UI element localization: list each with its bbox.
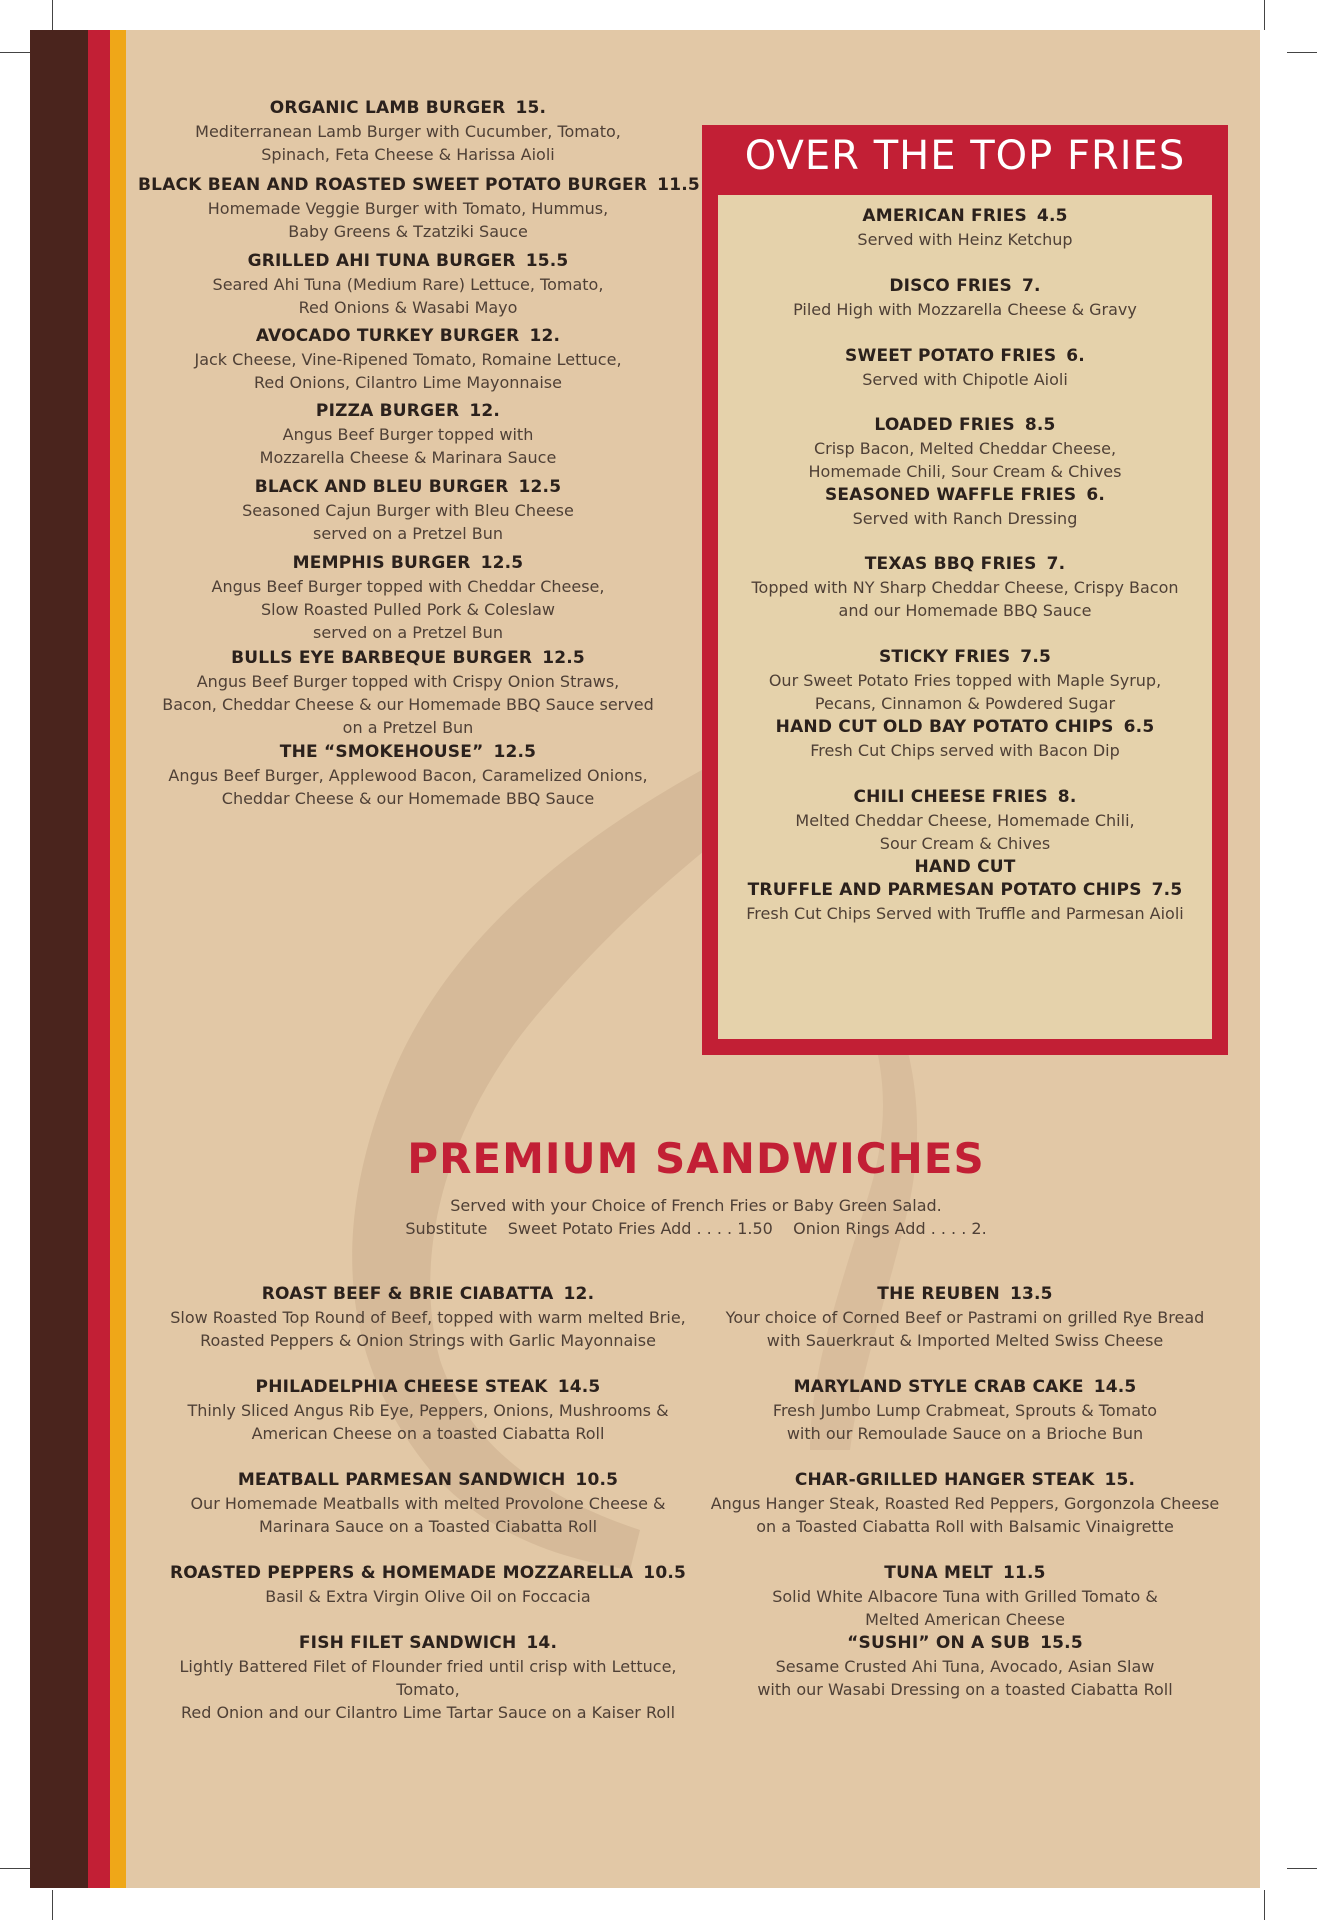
description-line: Seasoned Cajun Burger with Bleu Cheese <box>242 501 574 520</box>
item-name-line <box>718 716 1212 739</box>
item-name: TRUFFLE AND PARMESAN POTATO CHIPS <box>747 880 1142 900</box>
item-name: FISH FILET SANDWICH <box>298 1633 517 1653</box>
description-line: Angus Beef Burger topped with <box>282 425 534 444</box>
item-name-line <box>718 786 1212 809</box>
menu-item <box>695 1562 1235 1631</box>
item-name: BLACK BEAN AND ROASTED SWEET POTATO BURGER <box>138 175 648 195</box>
description-line: Fresh Cut Chips Served with Truffle and Parmesan Aioli <box>746 904 1184 923</box>
menu-item <box>695 1469 1235 1538</box>
item-name-line <box>138 250 678 273</box>
description-line: Your choice of Corned Beef or Pastrami on grilled Rye Bread <box>725 1308 1205 1327</box>
item-description <box>158 1655 698 1724</box>
item-name-line <box>138 325 678 348</box>
description-line: Seared Ahi Tuna (Medium Rare) Lettuce, Tomato, <box>212 275 604 294</box>
item-price: 8.5 <box>1024 415 1056 435</box>
item-name: PIZZA BURGER <box>315 401 460 421</box>
menu-item <box>718 786 1212 855</box>
description-line: Homemade Veggie Burger with Tomato, Hummus, <box>207 199 609 218</box>
item-name-line <box>138 647 678 670</box>
description-line: Our Homemade Meatballs with melted Provolone Cheese & <box>190 1494 666 1513</box>
description-line: Served with Chipotle Aioli <box>862 370 1068 389</box>
description-line: on a Pretzel Bun <box>342 718 474 737</box>
menu-item <box>138 174 700 243</box>
item-description <box>695 1306 1235 1352</box>
item-price: 10.5 <box>643 1563 687 1583</box>
sandwiches-title: PREMIUM SANDWICHES <box>407 1134 985 1183</box>
item-description <box>718 298 1212 321</box>
menu-item <box>695 1376 1235 1445</box>
item-name-line <box>718 414 1212 437</box>
item-name: AMERICAN FRIES <box>862 206 1027 226</box>
description-line: American Cheese on a toasted Ciabatta Roll <box>251 1424 605 1443</box>
item-name: ROASTED PEPPERS & HOMEMADE MOZZARELLA <box>169 1563 634 1583</box>
item-name: MEMPHIS BURGER <box>292 553 471 573</box>
description-line: Sesame Crusted Ahi Tuna, Avocado, Asian Slaw <box>775 1657 1155 1676</box>
description-line: Mozzarella Cheese & Marinara Sauce <box>259 448 557 467</box>
description-line: Red Onions, Cilantro Lime Mayonnaise <box>254 373 562 392</box>
fries-panel <box>702 125 1228 1055</box>
item-name-line <box>138 400 678 423</box>
description-line: Solid White Albacore Tuna with Grilled Tomato & <box>772 1587 1158 1606</box>
item-name-line <box>158 1283 698 1306</box>
item-name-line <box>695 1376 1235 1399</box>
item-price: 7. <box>1046 554 1066 574</box>
description-line: Topped with NY Sharp Cheddar Cheese, Crispy Bacon <box>751 578 1179 597</box>
description-line: Basil & Extra Virgin Olive Oil on Foccacia <box>265 1587 591 1606</box>
menu-item <box>138 400 678 469</box>
item-description <box>718 576 1212 622</box>
menu-item <box>138 97 678 166</box>
description-line: Cheddar Cheese & our Homemade BBQ Sauce <box>221 789 595 808</box>
menu-item <box>158 1632 698 1724</box>
item-name: MEATBALL PARMESAN SANDWICH <box>237 1470 566 1490</box>
item-price: 4.5 <box>1036 206 1068 226</box>
item-name-line <box>695 1632 1235 1655</box>
item-name-line <box>718 205 1212 228</box>
menu-item <box>158 1469 698 1538</box>
item-description <box>718 739 1212 762</box>
gold-stripe <box>110 30 126 1888</box>
item-name: DISCO FRIES <box>889 276 1012 296</box>
description-line: Angus Beef Burger, Applewood Bacon, Caramelized Onions, <box>168 766 648 785</box>
item-description <box>718 809 1212 855</box>
item-price: 10.5 <box>575 1470 619 1490</box>
description-line: Homemade Chili, Sour Cream & Chives <box>808 462 1122 481</box>
menu-item <box>718 553 1212 622</box>
menu-item <box>158 1283 698 1352</box>
item-name: THE REUBEN <box>877 1284 1000 1304</box>
item-name: BLACK AND BLEU BURGER <box>254 477 509 497</box>
item-name: BULLS EYE BARBEQUE BURGER <box>231 648 533 668</box>
item-price: 12.5 <box>542 648 585 668</box>
item-name: ROAST BEEF & BRIE CIABATTA <box>261 1284 554 1304</box>
item-description <box>158 1585 698 1608</box>
item-description <box>718 902 1212 925</box>
description-line: and our Homemade BBQ Sauce <box>838 601 1092 620</box>
item-name-line <box>718 879 1212 902</box>
item-name: LOADED FRIES <box>874 415 1015 435</box>
item-name-line <box>138 174 700 197</box>
menu-item <box>138 552 678 644</box>
item-name: TEXAS BBQ FRIES <box>864 554 1037 574</box>
red-stripe <box>88 30 110 1888</box>
description-line: Mediterranean Lamb Burger with Cucumber, Tomato, <box>195 122 621 141</box>
item-name-line <box>138 741 678 764</box>
item-description <box>158 1306 698 1352</box>
item-description <box>718 507 1212 530</box>
description-line: with our Wasabi Dressing on a toasted Ciabatta Roll <box>757 1680 1173 1699</box>
description-line: Fresh Jumbo Lump Crabmeat, Sprouts & Tomato <box>772 1401 1158 1420</box>
item-price: 12. <box>469 401 501 421</box>
item-price: 13.5 <box>1009 1284 1053 1304</box>
description-line: Slow Roasted Pulled Pork & Coleslaw <box>260 600 555 619</box>
item-description <box>718 437 1212 483</box>
item-price: 6.5 <box>1123 717 1155 737</box>
item-description <box>138 499 678 545</box>
menu-item <box>158 1376 698 1445</box>
item-name-line <box>718 646 1212 669</box>
item-price: 6. <box>1066 346 1085 366</box>
description-line: Pecans, Cinnamon & Powdered Sugar <box>814 694 1116 713</box>
item-price: 6. <box>1086 485 1106 505</box>
fries-title: OVER THE TOP FRIES <box>744 133 1186 179</box>
item-description <box>695 1492 1235 1538</box>
item-name-line <box>718 275 1212 298</box>
item-price: 14. <box>526 1633 558 1653</box>
description-line: with our Remoulade Sauce on a Brioche Bun <box>786 1424 1144 1443</box>
menu-item <box>718 646 1212 715</box>
item-price: 7.5 <box>1020 647 1052 667</box>
item-description <box>158 1399 698 1445</box>
description-line: Spinach, Feta Cheese & Harissa Aioli <box>261 145 555 164</box>
description-line: Served with Ranch Dressing <box>852 509 1078 528</box>
item-name: “SUSHI” ON A SUB <box>847 1633 1031 1653</box>
item-name-line <box>695 1283 1235 1306</box>
item-name-prefix: HAND CUT <box>914 857 1016 877</box>
item-price: 12. <box>563 1284 595 1304</box>
menu-item <box>695 1632 1235 1701</box>
sandwiches-subtitle-line: Served with your Choice of French Fries or Baby Green Salad. <box>450 1196 942 1215</box>
menu-item <box>718 856 1212 925</box>
menu-item <box>718 275 1212 321</box>
item-price: 15.5 <box>525 251 569 271</box>
item-price: 12.5 <box>493 742 537 762</box>
menu-item <box>718 414 1212 483</box>
description-line: Served with Heinz Ketchup <box>857 230 1073 249</box>
item-description <box>138 670 678 739</box>
item-price: 12. <box>529 326 561 346</box>
description-line: Crisp Bacon, Melted Cheddar Cheese, <box>813 439 1117 458</box>
description-line: Lightly Battered Filet of Flounder fried until crisp with Lettuce, Tomato, <box>179 1657 677 1699</box>
item-price: 15. <box>1104 1470 1136 1490</box>
item-description <box>718 368 1212 391</box>
description-line: with Sauerkraut & Imported Melted Swiss Cheese <box>766 1331 1164 1350</box>
item-name: AVOCADO TURKEY BURGER <box>255 326 520 346</box>
description-line: served on a Pretzel Bun <box>313 623 503 642</box>
fries-list <box>718 195 1212 1039</box>
item-description <box>138 348 678 394</box>
item-description <box>718 669 1212 715</box>
menu-item <box>718 345 1212 391</box>
item-name: THE “SMOKEHOUSE” <box>279 742 484 762</box>
item-name-line <box>158 1632 698 1655</box>
item-name-line <box>138 476 678 499</box>
item-name: SEASONED WAFFLE FRIES <box>824 485 1077 505</box>
description-line: Sour Cream & Chives <box>879 834 1051 853</box>
description-line: Angus Beef Burger topped with Crispy Onion Straws, <box>196 672 620 691</box>
description-line: Baby Greens & Tzatziki Sauce <box>288 222 528 241</box>
menu-item <box>138 647 678 739</box>
description-line: on a Toasted Ciabatta Roll with Balsamic Vinaigrette <box>756 1517 1174 1536</box>
menu-item <box>158 1562 698 1608</box>
description-line: Melted American Cheese <box>865 1610 1065 1629</box>
item-name: SWEET POTATO FRIES <box>845 346 1057 366</box>
sandwiches-subtitle-line: Substitute Sweet Potato Fries Add . . . . 1.50 Onion Rings Add . . . . 2. <box>405 1219 987 1238</box>
item-price: 7. <box>1021 276 1041 296</box>
sandwiches-subtitle <box>316 1194 1076 1240</box>
item-description <box>695 1585 1235 1631</box>
item-description <box>138 120 678 166</box>
description-line: Our Sweet Potato Fries topped with Maple Syrup, <box>768 671 1162 690</box>
description-line: Piled High with Mozzarella Cheese & Gravy <box>793 300 1137 319</box>
item-name-line <box>158 1376 698 1399</box>
menu-item <box>695 1283 1235 1352</box>
brown-stripe <box>30 30 88 1888</box>
item-name: CHAR-GRILLED HANGER STEAK <box>794 1470 1095 1490</box>
item-description <box>695 1655 1235 1701</box>
item-price: 15. <box>515 98 547 118</box>
menu-item <box>138 250 678 319</box>
description-line: served on a Pretzel Bun <box>313 524 503 543</box>
item-price: 12.5 <box>480 553 524 573</box>
item-name: CHILI CHEESE FRIES <box>853 787 1048 807</box>
item-description <box>718 228 1212 251</box>
item-name: ORGANIC LAMB BURGER <box>269 98 506 118</box>
item-price: 14.5 <box>557 1377 601 1397</box>
item-description <box>138 423 678 469</box>
description-line: Angus Hanger Steak, Roasted Red Peppers, Gorgonzola Cheese <box>710 1494 1220 1513</box>
description-line: Bacon, Cheddar Cheese & our Homemade BBQ Sauce served <box>162 695 654 714</box>
item-name: PHILADELPHIA CHEESE STEAK <box>255 1377 548 1397</box>
menu-item <box>138 325 678 394</box>
item-name-line <box>138 552 678 575</box>
item-price: 12.5 <box>518 477 562 497</box>
item-description <box>138 575 678 644</box>
item-price: 14.5 <box>1093 1377 1137 1397</box>
item-name-line <box>158 1469 698 1492</box>
item-description <box>138 197 678 243</box>
item-price: 7.5 <box>1151 880 1183 900</box>
menu-item <box>138 476 678 545</box>
item-price: 11.5 <box>657 175 700 195</box>
item-description <box>158 1492 698 1538</box>
item-name-line <box>718 553 1212 576</box>
menu-item <box>718 484 1212 530</box>
item-price: 8. <box>1057 787 1077 807</box>
item-description <box>695 1399 1235 1445</box>
description-line: Roasted Peppers & Onion Strings with Garlic Mayonnaise <box>200 1331 656 1350</box>
item-name: GRILLED AHI TUNA BURGER <box>247 251 516 271</box>
item-description <box>138 764 678 810</box>
item-name: TUNA MELT <box>884 1563 993 1583</box>
description-line: Fresh Cut Chips served with Bacon Dip <box>810 741 1120 760</box>
item-name-line <box>695 1469 1235 1492</box>
description-line: Thinly Sliced Angus Rib Eye, Peppers, Onions, Mushrooms & <box>187 1401 669 1420</box>
description-line: Jack Cheese, Vine-Ripened Tomato, Romaine Lettuce, <box>194 350 622 369</box>
item-price: 11.5 <box>1002 1563 1046 1583</box>
item-description <box>138 273 678 319</box>
item-name-line <box>138 97 678 120</box>
item-name-line <box>158 1562 698 1585</box>
menu-item <box>718 205 1212 251</box>
description-line: Slow Roasted Top Round of Beef, topped with warm melted Brie, <box>170 1308 686 1327</box>
description-line: Red Onions & Wasabi Mayo <box>298 298 518 317</box>
item-price: 15.5 <box>1040 1633 1083 1653</box>
item-name: HAND CUT OLD BAY POTATO CHIPS <box>775 717 1114 737</box>
description-line: Marinara Sauce on a Toasted Ciabatta Roll <box>258 1517 598 1536</box>
menu-item <box>718 716 1212 762</box>
description-line: Angus Beef Burger topped with Cheddar Cheese, <box>211 577 605 596</box>
item-name: STICKY FRIES <box>878 647 1011 667</box>
item-name-line <box>695 1562 1235 1585</box>
item-name-line <box>718 484 1212 507</box>
description-line: Red Onion and our Cilantro Lime Tartar Sauce on a Kaiser Roll <box>180 1703 676 1722</box>
menu-item <box>138 741 678 810</box>
item-name: MARYLAND STYLE CRAB CAKE <box>793 1377 1084 1397</box>
description-line: Melted Cheddar Cheese, Homemade Chili, <box>795 811 1135 830</box>
item-name-line <box>718 345 1212 368</box>
menu-page <box>30 30 1260 1888</box>
